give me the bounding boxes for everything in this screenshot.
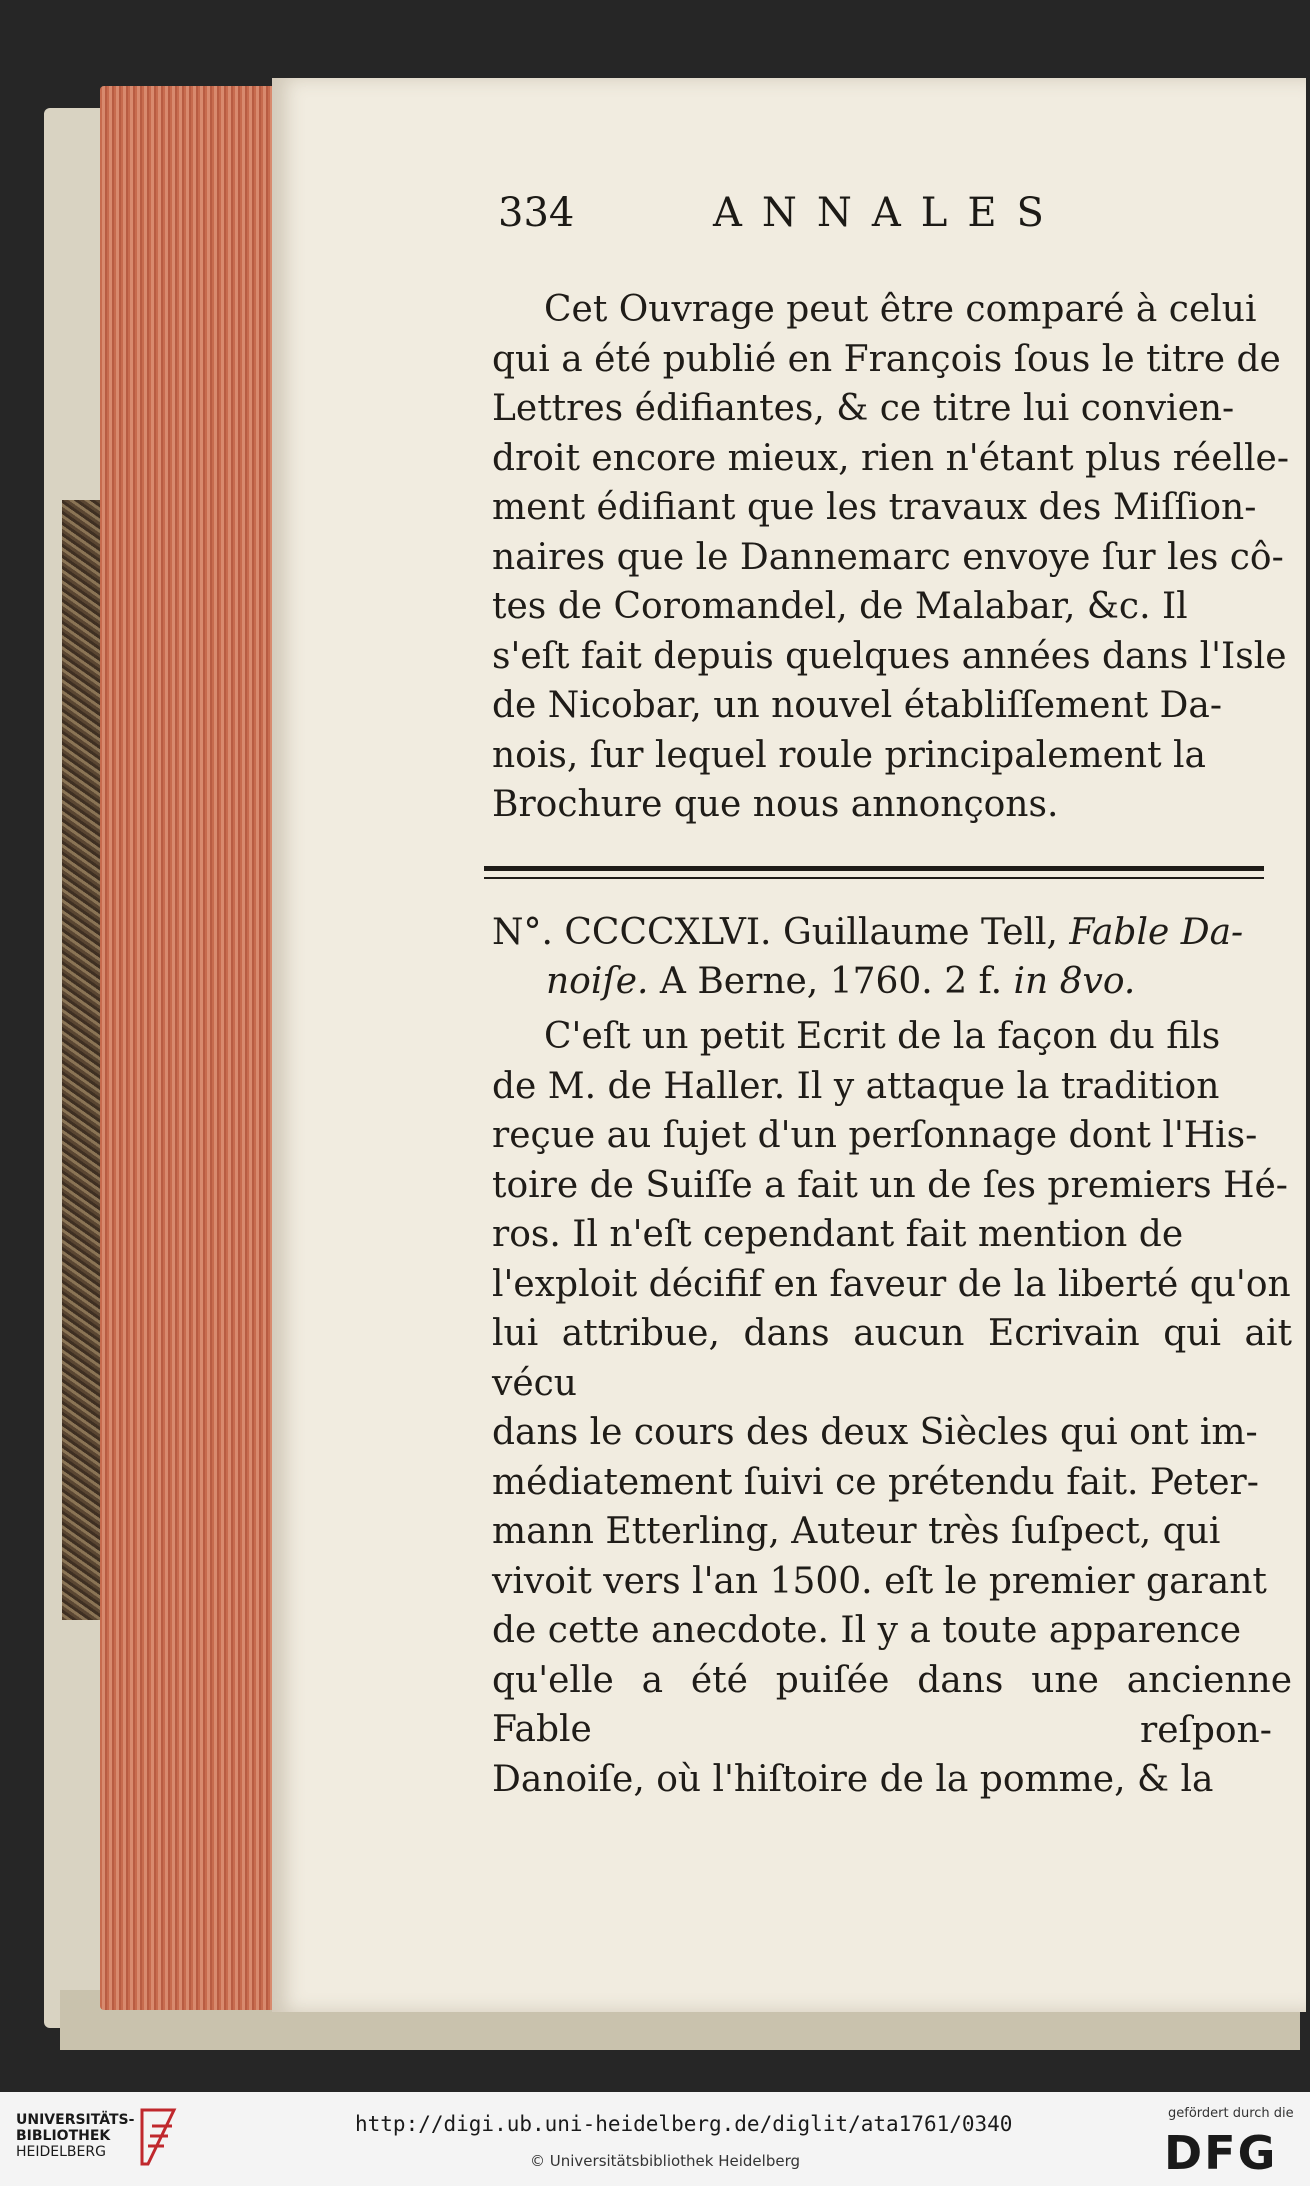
text-line: naires que le Dannemarc envoye ſur les cô-	[492, 536, 1284, 578]
library-name-line2: BIBLIOTHEK	[16, 2128, 111, 2144]
text-line: C'eſt un petit Ecrit de la façon du fils	[544, 1016, 1221, 1057]
library-logo-icon	[138, 2106, 178, 2168]
text-line: de M. de Haller. Il y attaque la tradition	[492, 1065, 1220, 1107]
text-line: droit encore mieux, rien n'étant plus réelle-	[492, 437, 1290, 479]
copyright-notice: © Universitätsbibliothek Heidelberg	[530, 2152, 801, 2170]
funded-by-label: gefördert durch die	[1168, 2106, 1294, 2121]
running-title: ANNALES	[713, 190, 1064, 236]
text-line: reçue au ſujet d'un perſonnage dont l'His-	[492, 1115, 1258, 1156]
page-header	[498, 190, 1298, 250]
text-line: l'exploit décifif en faveur de la liberté qu'on	[492, 1263, 1291, 1305]
section-divider-rule	[484, 866, 1264, 879]
paragraph-2-text	[492, 1012, 1292, 1804]
entry-title: Guillaume Tell,	[782, 912, 1058, 953]
entry-subtitle-cont: noiſe.	[546, 961, 649, 1002]
text-line: tes de Coromandel, de Malabar, &c. Il	[492, 586, 1188, 627]
text-line: de cette anecdote. Il y a toute apparence	[492, 1610, 1242, 1651]
entry-number: N°. CCCCXLVI.	[492, 912, 772, 953]
entry-format: in 8vo.	[1013, 961, 1136, 1002]
library-name-line3: HEIDELBERG	[16, 2144, 106, 2160]
library-name-line1: UNIVERSITÄTS-	[16, 2112, 135, 2128]
text-line: Cet Ouvrage peut être comparé à celui	[544, 289, 1257, 330]
text-line: ros. Il n'eſt cependant fait mention de	[492, 1214, 1184, 1255]
bibliographic-entry	[492, 908, 1310, 1006]
dfg-logo: DFG	[1164, 2126, 1278, 2180]
catchword: reſpon-	[1140, 1710, 1272, 1751]
text-line: s'eſt fait depuis quelques années dans l'Isle	[492, 635, 1287, 677]
footer-bar	[0, 2092, 1310, 2186]
permalink-url[interactable]: http://digi.ub.uni-heidelberg.de/diglit/ata1761/0340	[355, 2112, 1013, 2136]
text-line: toire de Suiſſe a fait un de ſes premiers Hé-	[492, 1164, 1288, 1206]
page-number: 334	[498, 190, 575, 236]
library-name	[16, 2112, 134, 2160]
red-page-edges	[100, 86, 278, 2010]
paragraph-1-text	[492, 285, 1292, 830]
text-line: ment édifiant que les travaux des Miſſion-	[492, 487, 1257, 528]
text-line: nois, ſur lequel roule principalement la	[492, 734, 1207, 776]
entry-imprint: A Berne, 1760. 2 f.	[659, 961, 1003, 1002]
text-line: lui attribue, dans aucun Ecrivain qui ait vécu	[492, 1313, 1292, 1404]
text-line: Danoiſe, où l'hiſtoire de la pomme, & la	[492, 1758, 1214, 1800]
text-line: qui a été publié en François ſous le titre de	[492, 338, 1281, 380]
text-line: mann Etterling, Auteur très ſuſpect, qui	[492, 1511, 1221, 1552]
text-line: qu'elle a été puiſée dans une ancienne Fable	[492, 1659, 1292, 1750]
text-line: dans le cours des deux Siècles qui ont im-	[492, 1412, 1258, 1453]
entry-subtitle: Fable Da-	[1069, 912, 1244, 953]
paragraph-1	[492, 285, 1292, 830]
text-line: de Nicobar, un nouvel établiſſement Da-	[492, 685, 1223, 726]
paragraph-2	[492, 1012, 1292, 1804]
text-line: Brochure que nous annonçons.	[492, 784, 1059, 825]
text-line: Lettres édifiantes, & ce titre lui convien-	[492, 388, 1235, 429]
text-line: vivoit vers l'an 1500. eſt le premier garant	[492, 1560, 1267, 1602]
text-line: médiatement ſuivi ce prétendu fait. Peter-	[492, 1461, 1259, 1503]
